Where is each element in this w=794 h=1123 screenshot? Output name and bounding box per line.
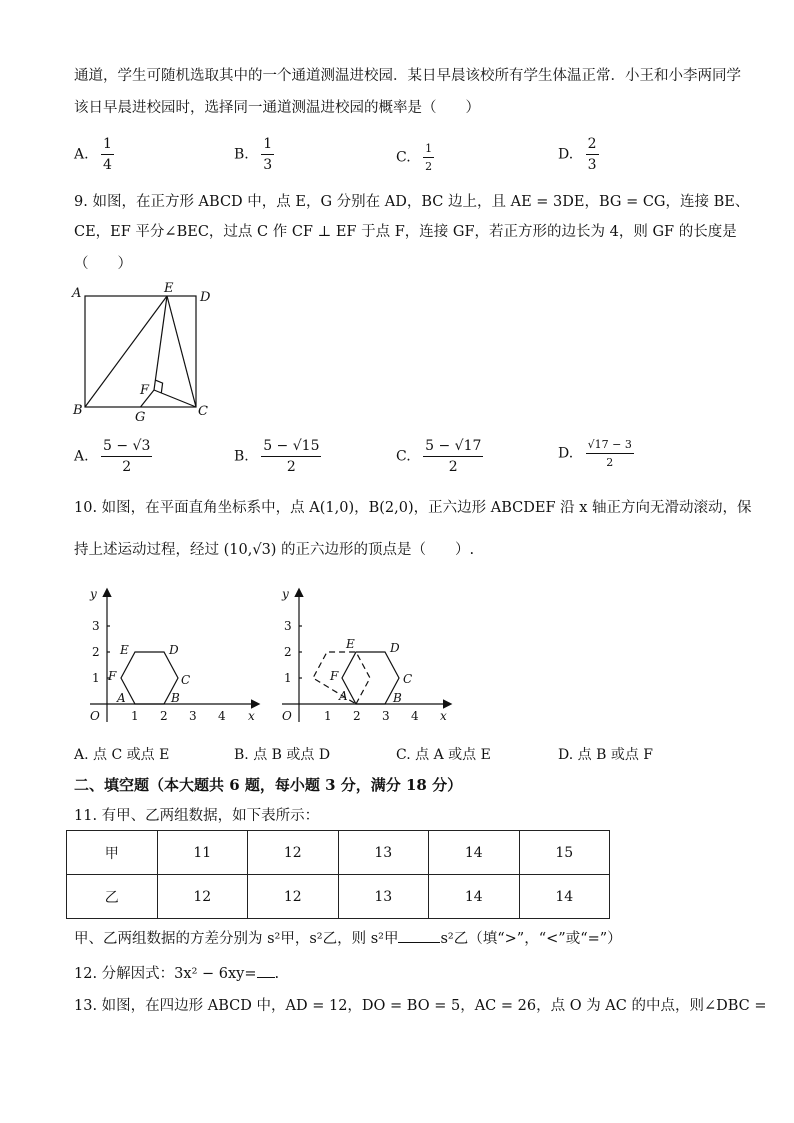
- q11-data-table: [66, 830, 610, 919]
- y-tick-3: 3: [92, 619, 100, 633]
- answer-blank[interactable]: [257, 965, 275, 978]
- q9-option-c[interactable]: C. $\frac{5 - √17}{2}$: [396, 438, 482, 475]
- origin-label: O: [282, 709, 292, 723]
- q13-line-1: 13. 如图，在四边形 ABCD 中，AD = 12，DO = BO = 5，AC = 26，点 O 为 AC 的中点，则∠DBC =: [74, 998, 767, 1014]
- x-axis-label: x: [440, 709, 447, 723]
- fraction: $\frac{2}{3}$: [587, 136, 597, 173]
- label-b: B: [73, 403, 83, 418]
- hexagon-rolled: [342, 652, 399, 704]
- label-d: D: [200, 290, 211, 305]
- table-cell: 14: [429, 875, 520, 919]
- answer-blank[interactable]: [398, 928, 440, 943]
- hex-label-c: C: [403, 672, 413, 686]
- q9-line-2: CE，EF 平分∠BEC，过点 C 作 CF ⊥ EF 于点 F，连接 GF，若正方形的边长为 4，则 GF 的长度是: [74, 224, 737, 240]
- y-tick-1: 1: [284, 671, 292, 685]
- q10-option-a[interactable]: A. 点 C 或点 E: [74, 747, 170, 763]
- q9-option-b[interactable]: B. $\frac{5 - √15}{2}$: [234, 438, 320, 475]
- table-cell: 12: [248, 875, 339, 919]
- fraction: $\frac{√17 - 3}{2}$: [587, 438, 632, 469]
- x-tick-1: 1: [324, 709, 332, 723]
- hex-label-b: B: [393, 691, 402, 705]
- table-cell: 12: [248, 831, 339, 875]
- table-cell: 13: [338, 831, 429, 875]
- y-tick-2: 2: [284, 645, 292, 659]
- q10-option-d[interactable]: D. 点 B 或点 F: [558, 747, 653, 763]
- q9-option-a[interactable]: A. $\frac{5 - √3}{2}$: [74, 438, 151, 475]
- y-tick-1: 1: [92, 671, 100, 685]
- origin-label: O: [90, 709, 100, 723]
- table-cell: 14: [429, 831, 520, 875]
- segment-ce: [167, 296, 196, 407]
- hex-label-e: E: [120, 643, 129, 657]
- hex-label-c: C: [181, 673, 191, 687]
- q9-square-figure: [66, 278, 226, 426]
- y-axis-label: y: [90, 587, 97, 601]
- table-row: [67, 831, 610, 875]
- q10-figure-left: [80, 582, 270, 728]
- q9-line-1: 9. 如图，在正方形 ABCD 中，点 E，G 分别在 AD，BC 边上，且 AE = 3DE，BG = CG，连接 BE、: [74, 194, 750, 210]
- table-cell: 11: [157, 831, 248, 875]
- row-header: 乙: [67, 875, 158, 919]
- q10-option-c[interactable]: C. 点 A 或点 E: [396, 747, 491, 763]
- q10-line-1: 10. 如图，在平面直角坐标系中，点 A(1,0)，B(2,0)，正六边形 ABCDEF 沿 x 轴正方向无滑动滚动，保: [74, 500, 752, 516]
- x-tick-1: 1: [131, 709, 139, 723]
- label-f: F: [140, 383, 150, 398]
- q8-line-2: 该日早晨进校园时，选择同一通道测温进校园的概率是（ ）: [74, 100, 480, 116]
- hex-label-f: F: [330, 669, 339, 683]
- hex-label-d: D: [390, 641, 400, 655]
- label-a: A: [72, 286, 82, 301]
- hexagon-abcdef: [121, 652, 178, 704]
- x-tick-2: 2: [160, 709, 168, 723]
- label-c: C: [198, 404, 208, 419]
- x-tick-2: 2: [353, 709, 361, 723]
- x-tick-4: 4: [218, 709, 226, 723]
- fraction: $\frac{1}{2}$: [425, 142, 433, 173]
- q9-line-3: （ ）: [74, 256, 132, 272]
- hex-label-a: A: [117, 691, 126, 705]
- fraction: $\frac{1}{4}$: [103, 136, 112, 173]
- table-cell: 13: [338, 875, 429, 919]
- table-cell: 12: [157, 875, 248, 919]
- q10-option-b[interactable]: B. 点 B 或点 D: [234, 747, 331, 763]
- fraction: $\frac{5 - √15}{2}$: [263, 438, 320, 475]
- x-tick-3: 3: [189, 709, 197, 723]
- hex-label-b: B: [171, 691, 180, 705]
- q8-option-d[interactable]: D. $\frac{2}{3}$: [558, 136, 597, 173]
- q8-option-c[interactable]: C. $\frac{1}{2}$: [396, 142, 433, 173]
- q11-answer-line: 甲、乙两组数据的方差分别为 s²甲，s²乙，则 s²甲 s²乙（填“>”，“<”或“=”）: [74, 928, 622, 949]
- row-header: 甲: [67, 831, 158, 875]
- hex-label-d: D: [169, 643, 179, 657]
- q11-line-1: 11. 有甲、乙两组数据，如下表所示：: [74, 808, 320, 824]
- hex-label-f: F: [108, 669, 117, 683]
- x-tick-3: 3: [382, 709, 390, 723]
- fraction: $\frac{5 - √17}{2}$: [425, 438, 482, 475]
- section-heading: 二、填空题（本大题共 6 题，每小题 3 分，满分 18 分）: [74, 776, 463, 794]
- segment-cf: [154, 390, 196, 407]
- q9-option-d[interactable]: D. $\frac{√17 - 3}{2}$: [558, 438, 632, 469]
- table-cell: 15: [519, 831, 610, 875]
- y-tick-3: 3: [284, 619, 292, 633]
- q10-line-2: 持上述运动过程，经过 (10,√3) 的正六边形的顶点是（ ）.: [74, 542, 475, 558]
- fraction: $\frac{5 - √3}{2}$: [103, 438, 151, 475]
- y-axis-label: y: [282, 587, 289, 601]
- x-tick-4: 4: [411, 709, 419, 723]
- fraction: $\frac{1}{3}$: [263, 136, 273, 173]
- label-e: E: [164, 281, 174, 296]
- x-axis-label: x: [248, 709, 255, 723]
- q12-line: 12. 分解因式：3x² − 6xy= .: [74, 966, 280, 982]
- q8-line-1: 通道，学生可随机选取其中的一个通道测温进校园．某日早晨该校所有学生体温正常．小王和小李两同学: [74, 68, 741, 84]
- q8-option-b[interactable]: B. $\frac{1}{3}$: [234, 136, 273, 173]
- table-cell: 14: [519, 875, 610, 919]
- q8-option-a[interactable]: A. $\frac{1}{4}$: [74, 136, 112, 173]
- hex-label-e: E: [346, 637, 355, 651]
- q10-figure-right: [272, 582, 462, 728]
- hex-label-a: A: [339, 689, 348, 703]
- y-tick-2: 2: [92, 645, 100, 659]
- label-g: G: [135, 410, 146, 425]
- table-row: [67, 875, 610, 919]
